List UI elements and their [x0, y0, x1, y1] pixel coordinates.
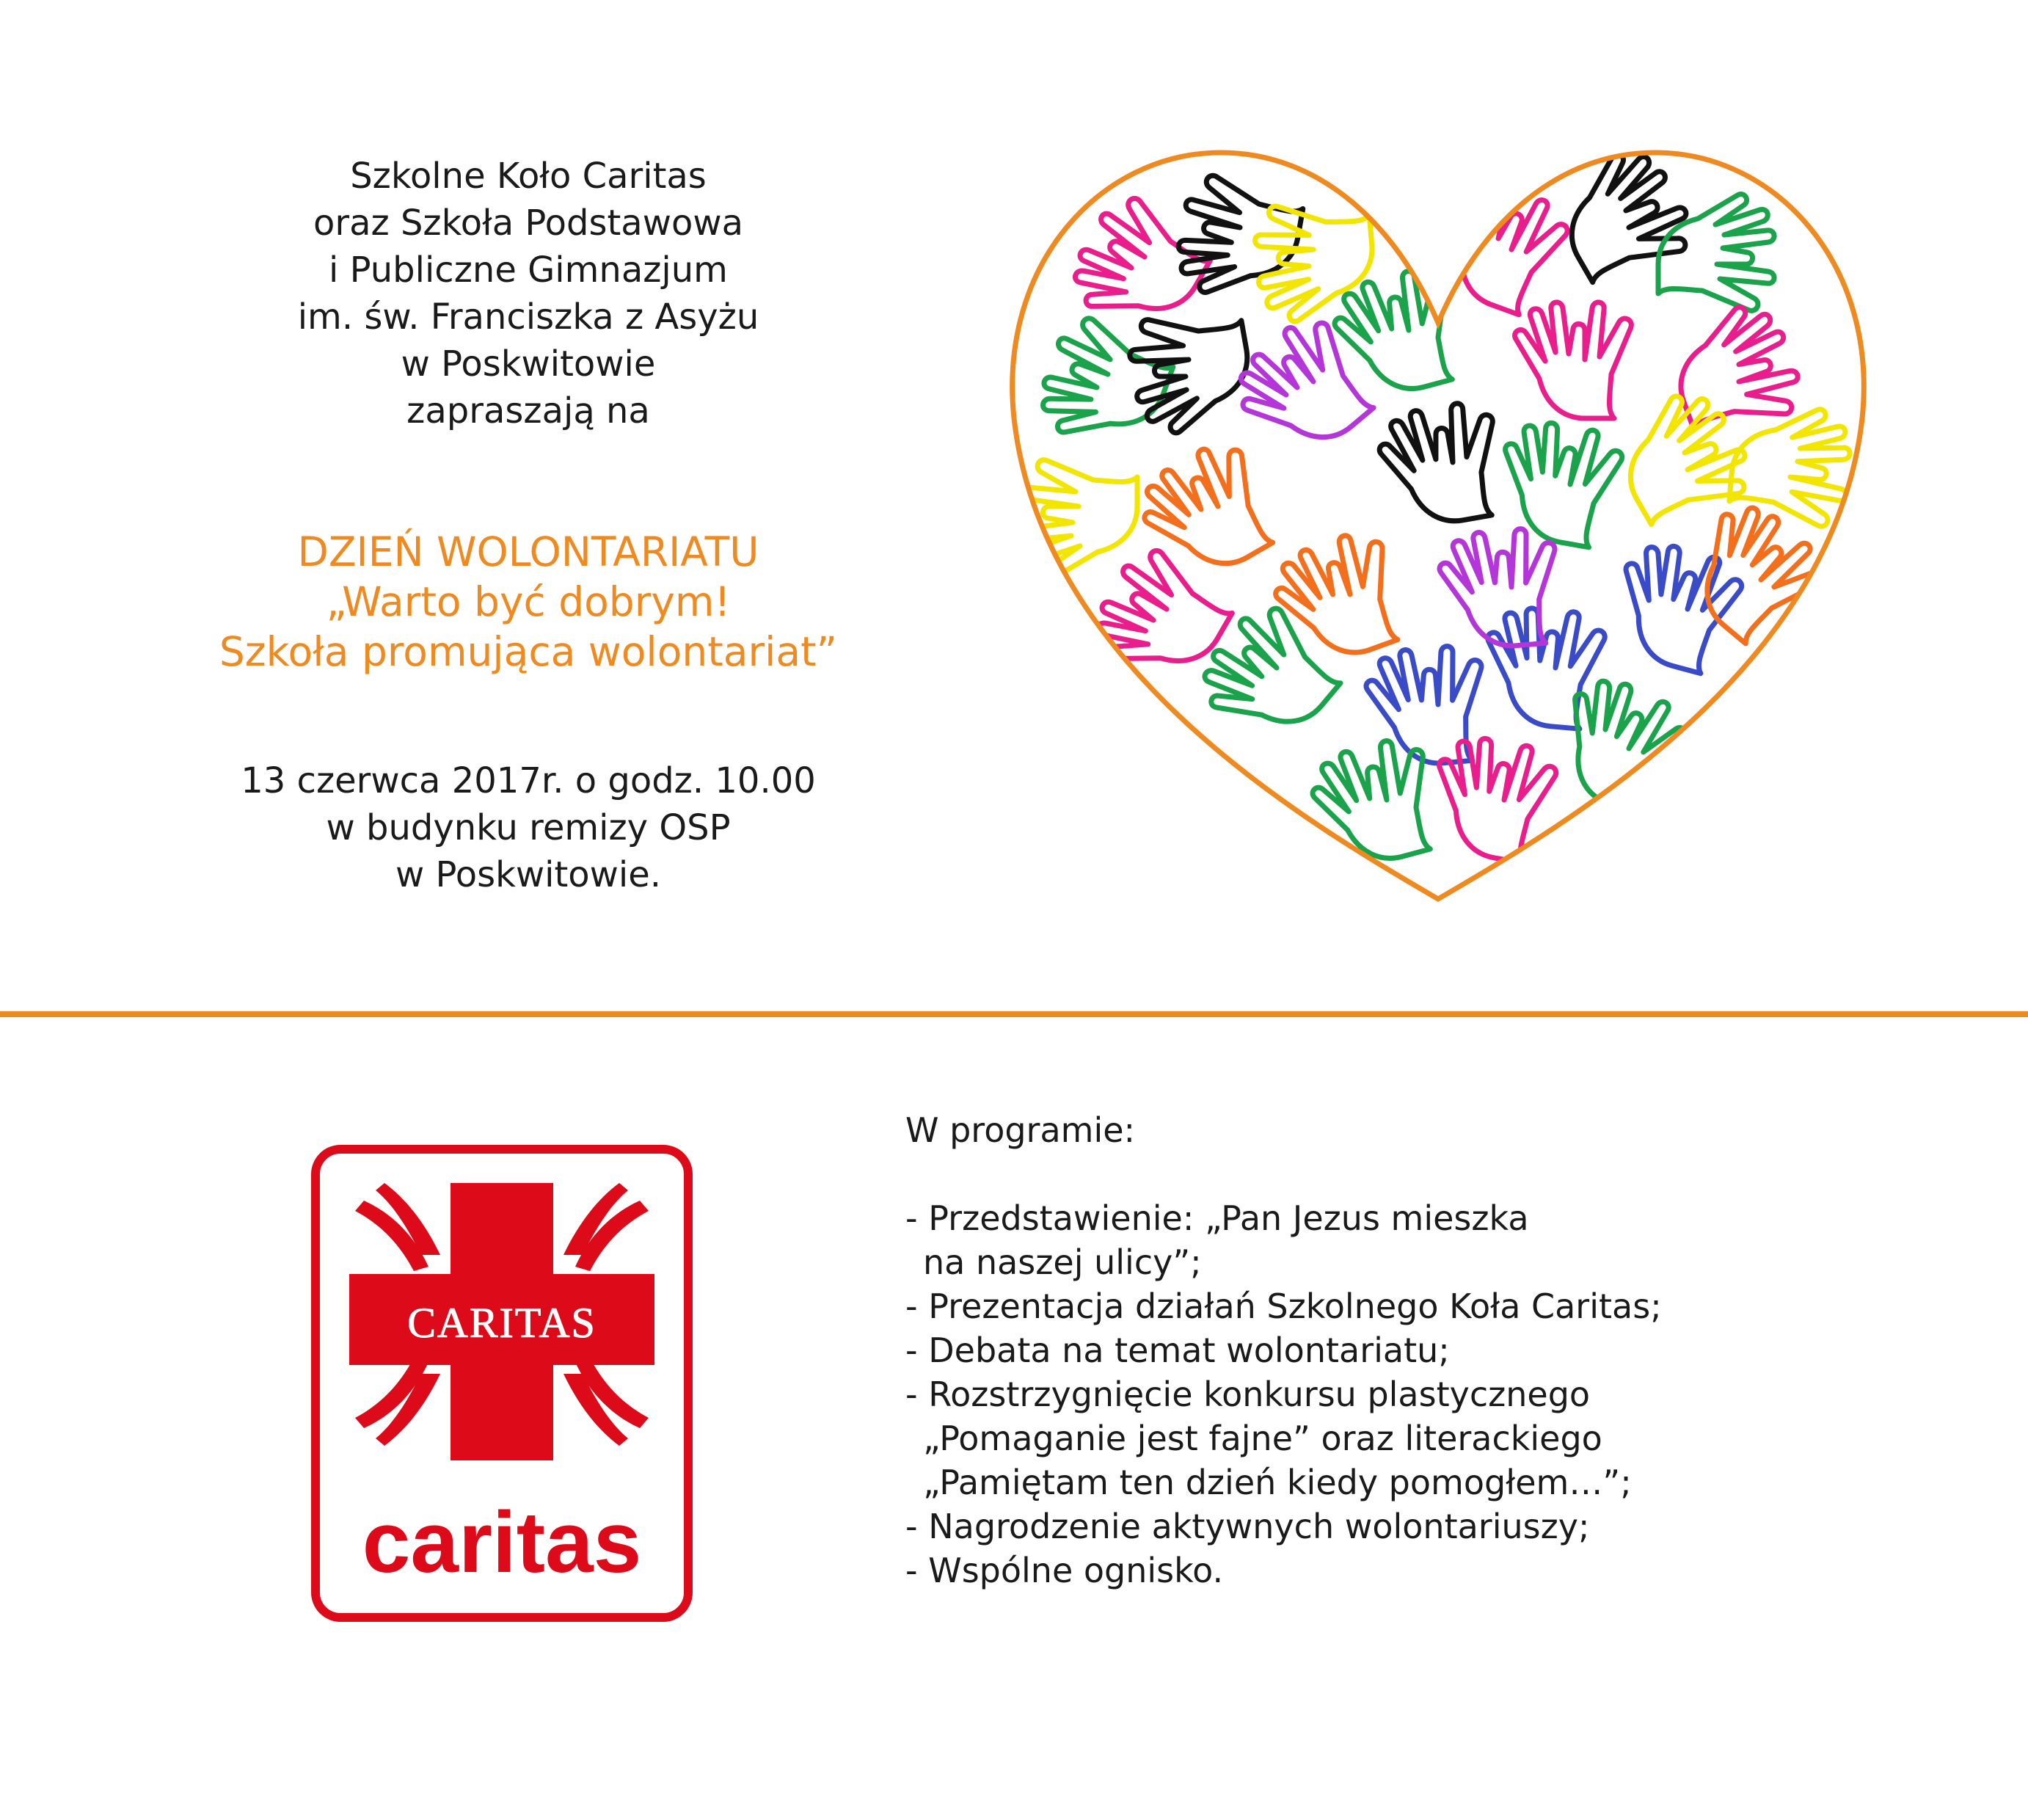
caritas-cross-icon — [349, 1183, 654, 1460]
program-item: - Wspólne ognisko. — [905, 1551, 1224, 1590]
event-title: DZIEŃ WOLONTARIATU — [297, 528, 759, 575]
heart-of-hands-icon — [998, 139, 1878, 917]
caritas-wordmark: caritas — [362, 1494, 642, 1591]
intro-line: w Poskwitowie — [401, 343, 656, 385]
intro-line: oraz Szkoła Podstawowa — [313, 203, 743, 244]
intro-line: zapraszają na — [406, 390, 650, 432]
program-item: - Debata na temat wolontariatu; — [905, 1331, 1450, 1370]
program-item: - Nagrodzenie aktywnych wolontariuszy; — [905, 1507, 1590, 1546]
program-title: W programie: — [905, 1110, 1136, 1150]
program-item: na naszej ulicy”; — [923, 1242, 1202, 1282]
program-list — [905, 1108, 1991, 1592]
program-item: „Pamiętam ten dzień kiedy pomogłem…”; — [923, 1463, 1632, 1502]
organizers-text — [183, 153, 873, 434]
event-motto-line: Szkoła promująca wolontariat” — [219, 628, 838, 675]
program-item: - Przedstawienie: „Pan Jezus mieszka — [905, 1198, 1529, 1238]
event-place: w Poskwitowie. — [395, 854, 662, 895]
event-venue: w budynku remizy OSP — [326, 807, 731, 848]
program-item: - Prezentacja działań Szkolnego Koła Caritas; — [905, 1286, 1662, 1326]
event-motto-line: „Warto być dobrym! — [326, 578, 731, 625]
event-title-block — [154, 527, 902, 677]
event-date: 13 czerwca 2017r. o godz. 10.00 — [241, 760, 816, 801]
intro-line: im. św. Franciszka z Asyżu — [297, 296, 759, 338]
caritas-logo — [311, 1145, 693, 1622]
intro-line: i Publiczne Gimnazjum — [329, 250, 728, 291]
program-item: - Rozstrzygnięcie konkursu plastycznego — [905, 1375, 1591, 1414]
intro-line: Szkolne Koło Caritas — [350, 156, 707, 197]
program-item: „Pomaganie jest fajne” oraz literackiego — [923, 1419, 1602, 1458]
section-divider — [0, 1011, 2028, 1017]
event-details — [147, 757, 910, 898]
caritas-emblem-text: CARITAS — [407, 1299, 597, 1347]
